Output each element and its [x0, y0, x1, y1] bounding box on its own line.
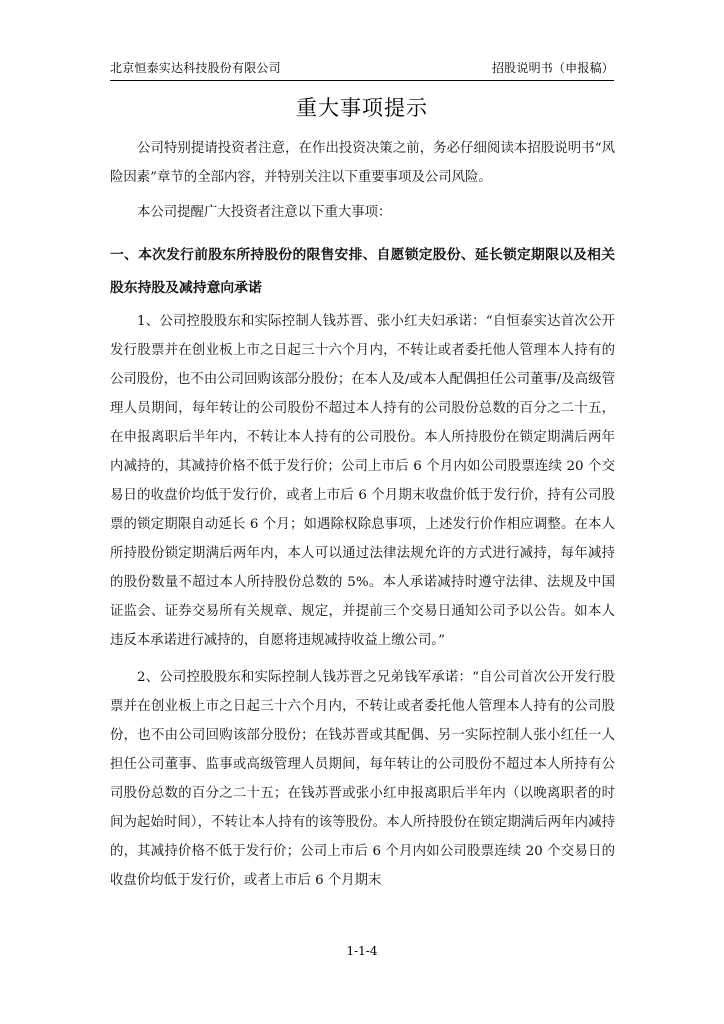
- document-body: [110, 134, 615, 903]
- section-heading: 一、本次发行前股东所持股份的限售安排、自愿锁定股份、延长锁定期限以及相关股东持股及减持意向承诺: [110, 247, 615, 296]
- page-header: [110, 58, 614, 81]
- reminder-paragraph: 本公司提醒广大投资者注意以下重大事项：: [137, 205, 392, 220]
- commitment-item-2: 2、公司控股股东和实际控制人钱苏晋之兄弟钱军承诺：“自公司首次公开发行股票并在创业板上市之日起三十六个月内，不转让或者委托他人管理本人持有的公司股份，也不由公司回购该部分股份；在钱苏晋或其配偶、另一实际控制人张小红任一人担任公司董事、监事或高级管理人员期间，每年转让的公司股份不超过本人所持有公司股份总数的百分之二十五；在钱苏晋或张小红申报离职后半年内（以晚离职者的时间为起始时间），不转让本人持有的该等股份。本人所持股份在锁定期满后两年内减持的，其减持价格不低于发行价；公司上市后 6 个月内如公司股票连续 20 个交易日的收盘价均低于发行价，或者上市后 6 个月期末: [110, 670, 615, 888]
- header-document-type: 招股说明书（申报稿）: [491, 61, 614, 75]
- page-number: 1-1-4: [346, 944, 378, 958]
- header-company-name: 北京恒泰实达科技股份有限公司: [110, 61, 281, 75]
- intro-paragraph: 公司特别提请投资者注意，在作出投资决策之前，务必仔细阅读本招股说明书“风险因素”章节的全部内容，并特别关注以下重要事项及公司风险。: [110, 141, 615, 185]
- page-title: 重大事项提示: [296, 96, 428, 120]
- commitment-item-1: 1、公司控股股东和实际控制人钱苏晋、张小红夫妇承诺：“自恒泰实达首次公开发行股票并在创业板上市之日起三十六个月内，不转让或者委托他人管理本人持有的公司股份，也不由公司回购该部分股份；在本人及/或本人配偶担任公司董事/及高级管理人员期间，每年转让的公司股份不超过本人持有的公司股份总数的百分之二十五，在申报离职后半年内，不转让本人持有的公司股份。本人所持股份在锁定期满后两年内减持的，其减持价格不低于发行价；公司上市后 6 个月内如公司股票连续 20 个交易日的收盘价均低于发行价，或者上市后 6 个月期末收盘价低于发行价，持有公司股票的锁定期限自动延长 6 个月；如遇除权除息事项，上述发行价作相应调整。在本人所持股份锁定期满后两年内，本人可以通过法律法规允许的方式进行减持，每年减持的股份数量不超过本人所持股份总数的 5%。本人承诺减持时遵守法律、法规及中国证监会、证券交易所有关规章、规定，并提前三个交易日通知公司予以公告。如本人违反本承诺进行减持的，自愿将违规减持收益上缴公司。”: [110, 314, 615, 648]
